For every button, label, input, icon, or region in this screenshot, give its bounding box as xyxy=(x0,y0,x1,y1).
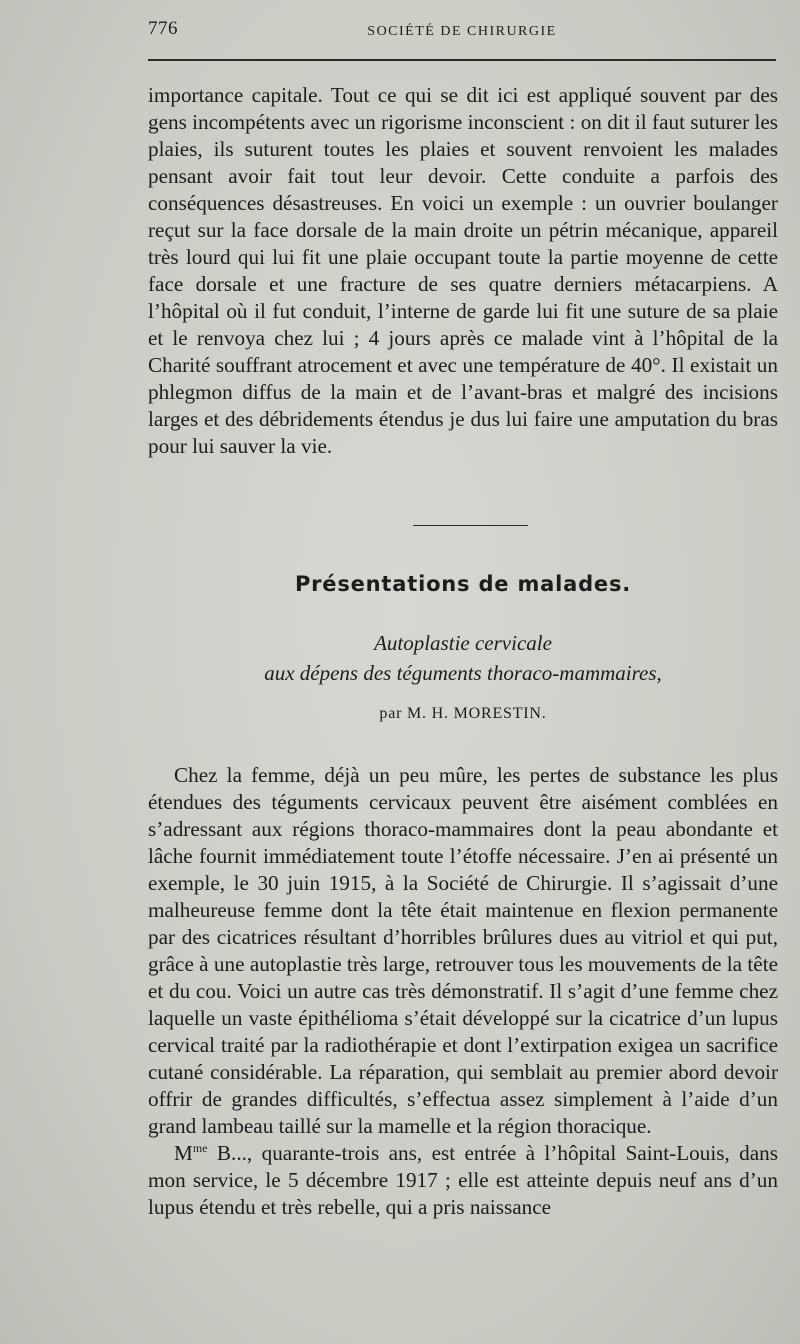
header-rule xyxy=(148,59,776,61)
article-title-line2: aux dépens des téguments thoraco-mammaires, xyxy=(264,661,662,685)
continuation-block xyxy=(148,82,778,460)
article-body xyxy=(148,762,778,1221)
article-paragraph-2-text: B..., quarante-trois ans, est entrée à l’hôpital Saint-Louis, dans mon service, le 5 décembre 1917 ; elle est atteinte depuis neuf ans d’un lupus étendu et très rebelle, qui a pris naissance xyxy=(148,1141,778,1219)
article-author: par M. H. MORESTIN. xyxy=(379,705,547,722)
running-head: SOCIÉTÉ DE CHIRURGIE xyxy=(367,24,557,39)
page-header xyxy=(148,14,776,44)
section-title: Présentations de malades. xyxy=(294,572,632,596)
page-number: 776 xyxy=(148,18,178,39)
continuation-paragraph: importance capitale. Tout ce qui se dit ici est appliqué souvent par des gens incompétents avec un rigorisme inconscient : on dit il faut suturer les plaies, ils suturent toutes les plaies et souvent renvoient les malades pensant avoir fait tout leur devoir. Cette conduite a parfois des conséquences désastreuses. En voici un exemple : un ouvrier boulanger reçut sur la face dorsale de la main droite un pétrin mécanique, appareil très lourd qui lui fit une plaie occupant toute la partie moyenne de cette face dorsale et une fracture de ses quatre derniers métacarpiens. A l’hôpital où il fut conduit, l’interne de garde lui fit une suture de sa plaie et le renvoya chez lui ; 4 jours après ce malade vint à l’hôpital de la Charité souffrant atrocement et avec une température de 40°. Il existait un phlegmon diffus de la main et de l’avant-bras et malgré des incisions larges et des débridements étendus je dus lui faire une amputation du bras pour lui sauver la vie. xyxy=(148,83,778,458)
article-paragraph-2 xyxy=(148,1140,778,1221)
title-abbrev-superscript: me xyxy=(192,1140,208,1155)
article-title-line1: Autoplastie cervicale xyxy=(374,631,552,655)
article-title xyxy=(148,628,778,688)
article-paragraph-1: Chez la femme, déjà un peu mûre, les pertes de substance les plus étendues des téguments cervicaux peuvent être aisément comblées en s’adressant aux régions thoraco-mammaires dont la peau abondante et lâche fournit immédiatement toute l’étoffe nécessaire. J’en ai présenté un exemple, le 30 juin 1915, à la Société de Chirurgie. Il s’agissait d’une malheureuse femme dont la tête était maintenue en flexion permanente par des cicatrices résultant d’horribles brûlures dues au vitriol et qui put, grâce à une autoplastie très large, retrouver tous les mouvements de la tête et du cou. Voici un autre cas très démonstratif. Il s’agit d’une femme chez laquelle un vaste épithélioma s’était développé sur la cicatrice d’un lupus cervical traité par la radiothérapie et dont l’extirpation exigea un sacrifice cutané considérable. La réparation, qui semblait au premier abord devoir offrir de grandes difficultés, s’effectua assez simplement à l’aide d’un grand lambeau taillé sur la mamelle et la région thoracique. xyxy=(148,763,778,1138)
title-abbrev: M xyxy=(174,1141,193,1165)
section-separator xyxy=(413,525,528,526)
